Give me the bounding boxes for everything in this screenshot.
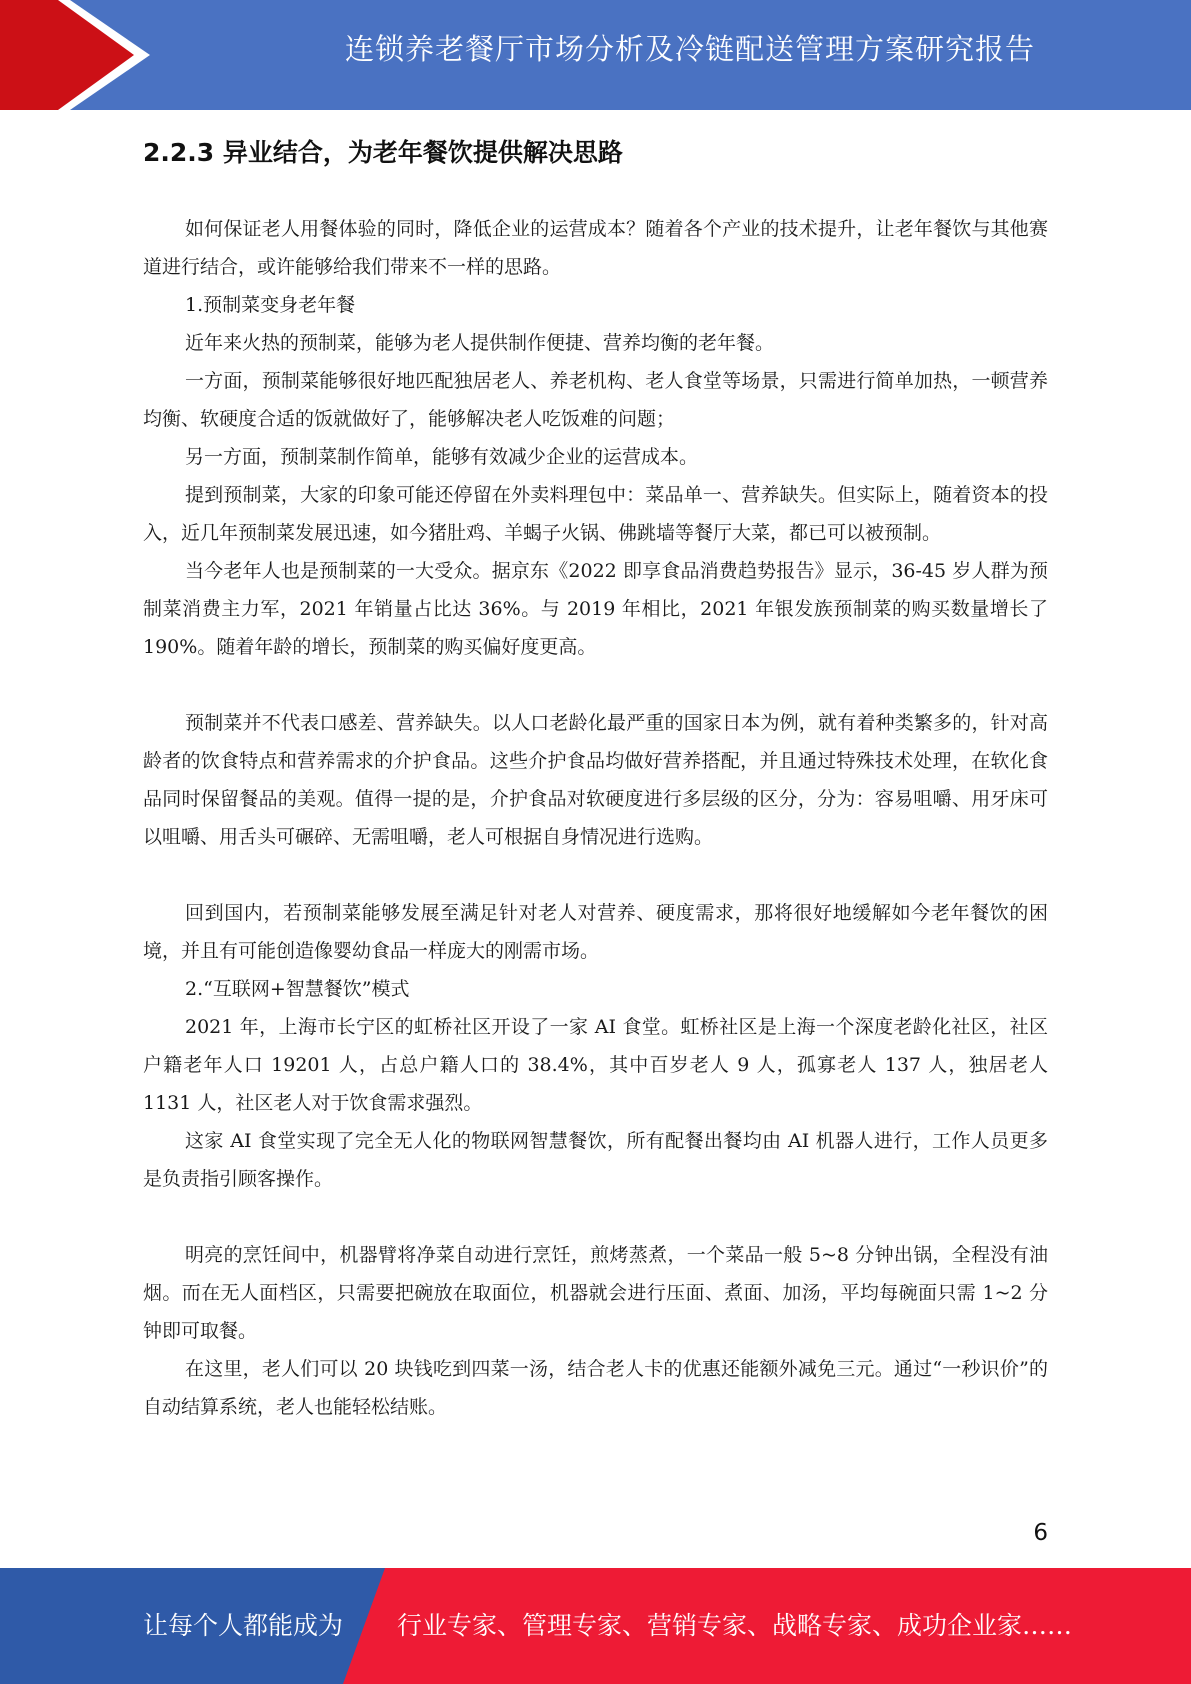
paragraph-gap [143,856,1048,894]
page-number: 6 [1033,1520,1048,1546]
footer-slogan-left: 让每个人都能成为 [143,1611,344,1640]
subheading-smart-dining: 2.“互联网+智慧餐饮”模式 [185,978,410,1000]
body-content [143,210,1048,1426]
paragraph: 2021 年，上海市长宁区的虹桥社区开设了一家 AI 食堂。虹桥社区是上海一个深度老龄化社区，社区户籍老年人口 19201 人，占总户籍人口的 38.4%，其中百岁老人 9 人，孤寡老人 137 人，独居老人 1131 人，社区老人对于饮食需求强烈。 [143,1016,1048,1114]
footer-slogan-right: 行业专家、管理专家、营销专家、战略专家、成功企业家…… [397,1611,1073,1640]
paragraph: 明亮的烹饪间中，机器臂将净菜自动进行烹饪，煎烤蒸煮，一个菜品一般 5~8 分钟出锅，全程没有油烟。而在无人面档区，只需要把碗放在取面位，机器就会进行压面、煮面、加汤，平均每碗面只需 1~2 分钟即可取餐。 [143,1244,1048,1342]
paragraph-gap [143,666,1048,704]
paragraph: 一方面，预制菜能够很好地匹配独居老人、养老机构、老人食堂等场景，只需进行简单加热，一顿营养均衡、软硬度合适的饭就做好了，能够解决老人吃饭难的问题； [143,370,1048,430]
header-chevron-decoration [0,0,160,110]
paragraph: 近年来火热的预制菜，能够为老人提供制作便捷、营养均衡的老年餐。 [185,332,775,354]
section-heading: 2.2.3 异业结合，为老年餐饮提供解决思路 [143,138,623,167]
report-title: 连锁养老餐厅市场分析及冷链配送管理方案研究报告 [344,32,1035,66]
paragraph: 另一方面，预制菜制作简单，能够有效减少企业的运营成本。 [185,446,699,468]
subheading-prepared-meals: 1.预制菜变身老年餐 [185,294,356,316]
paragraph: 预制菜并不代表口感差、营养缺失。以人口老龄化最严重的国家日本为例，就有着种类繁多的，针对高龄者的饮食特点和营养需求的介护食品。这些介护食品均做好营养搭配，并且通过特殊技术处理，在软化食品同时保留餐品的美观。值得一提的是，介护食品对软硬度进行多层级的区分，分为：容易咀嚼、用牙床可以咀嚼、用舌头可碾碎、无需咀嚼，老人可根据自身情况进行选购。 [143,712,1048,848]
paragraph: 提到预制菜，大家的印象可能还停留在外卖料理包中：菜品单一、营养缺失。但实际上，随着资本的投入，近几年预制菜发展迅速，如今猪肚鸡、羊蝎子火锅、佛跳墙等餐厅大菜，都已可以被预制。 [143,484,1048,544]
paragraph: 当今老年人也是预制菜的一大受众。据京东《2022 即享食品消费趋势报告》显示，36-45 岁人群为预制菜消费主力军，2021 年销量占比达 36%。与 2019 年相比，2021 年银发族预制菜的购买数量增长了 190%。随着年龄的增长，预制菜的购买偏好度更高。 [143,560,1048,658]
page-footer [0,1568,1191,1684]
paragraph: 如何保证老人用餐体验的同时，降低企业的运营成本？随着各个产业的技术提升，让老年餐饮与其他赛道进行结合，或许能够给我们带来不一样的思路。 [143,218,1048,278]
paragraph-gap [143,1198,1048,1236]
page-header [0,0,1191,110]
paragraph: 回到国内，若预制菜能够发展至满足针对老人对营养、硬度需求，那将很好地缓解如今老年餐饮的困境，并且有可能创造像婴幼食品一样庞大的刚需市场。 [143,902,1048,962]
paragraph: 这家 AI 食堂实现了完全无人化的物联网智慧餐饮，所有配餐出餐均由 AI 机器人进行，工作人员更多是负责指引顾客操作。 [143,1130,1048,1190]
paragraph: 在这里，老人们可以 20 块钱吃到四菜一汤，结合老人卡的优惠还能额外减免三元。通过“一秒识价”的自动结算系统，老人也能轻松结账。 [143,1358,1048,1418]
